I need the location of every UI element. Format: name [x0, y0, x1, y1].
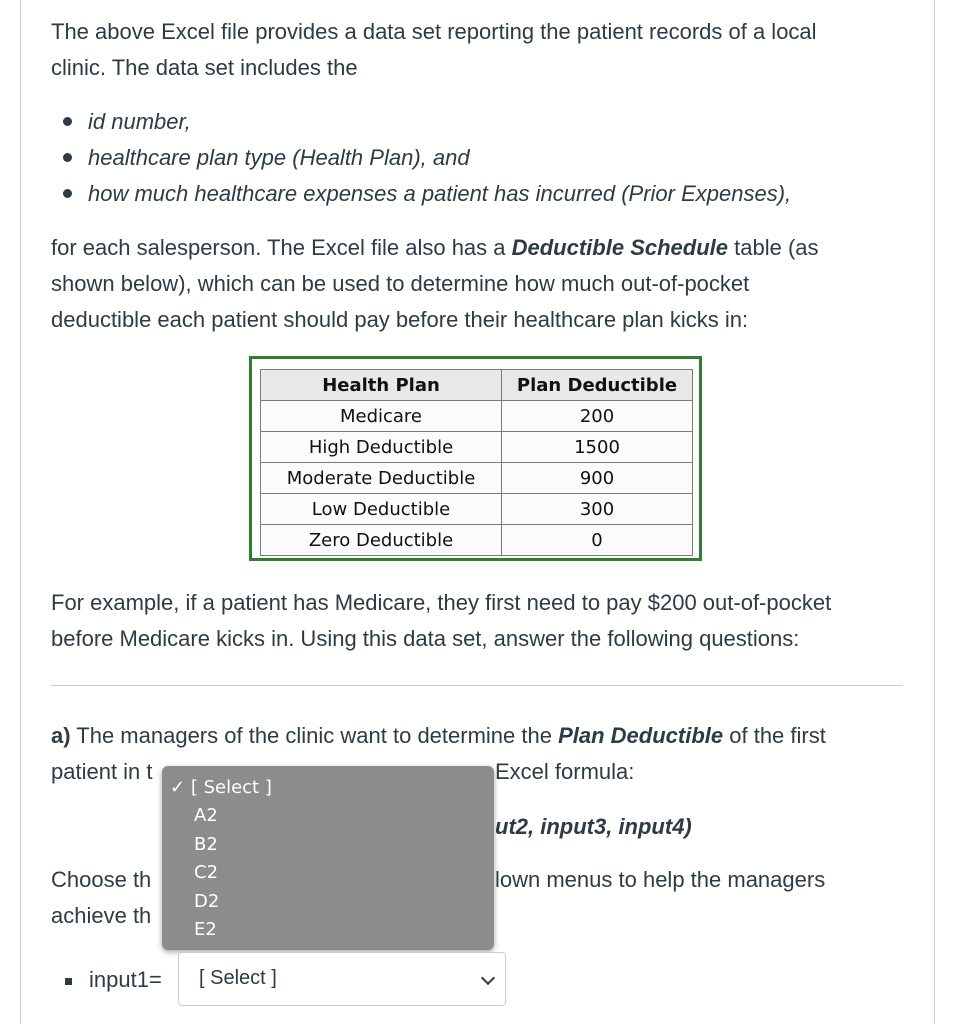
checkmark-icon: ✓ [170, 777, 186, 798]
input1-label: input1= [89, 967, 162, 992]
list-item: how much healthcare expenses a patient has incurred (Prior Expenses), [60, 176, 791, 212]
input1-select[interactable] [178, 952, 506, 1006]
dropdown-option[interactable] [170, 777, 272, 799]
schedule-text: table (as [728, 235, 819, 260]
table-row [261, 401, 693, 432]
header-health-plan: Health Plan [261, 370, 502, 401]
intro-paragraph [51, 14, 911, 86]
example-line-2: before Medicare kicks in. Using this data set, answer the following questions: [51, 626, 800, 651]
input1-dropdown-menu[interactable] [162, 766, 494, 950]
schedule-paragraph [51, 230, 911, 338]
table-row [261, 525, 693, 556]
dropdown-option[interactable]: E2 [194, 919, 217, 940]
table-header-row [261, 370, 693, 401]
schedule-text: for each salesperson. The Excel file also has a [51, 235, 512, 260]
chevron-down-icon [481, 971, 495, 985]
choose-line-2-left: achieve th [51, 903, 152, 928]
input1-selected-value: [ Select ] [199, 967, 277, 989]
list-item: healthcare plan type (Health Plan), and [60, 140, 791, 176]
question-label: a) [51, 723, 71, 748]
question-text: The managers of the clinic want to determine the [70, 723, 559, 748]
deductible-table-image [249, 356, 702, 561]
data-fields-list [60, 104, 791, 212]
example-line-1: For example, if a patient has Medicare, they first need to pay $200 out-of-pocket [51, 590, 832, 615]
choose-line-1-right: lown menus to help the managers [495, 867, 826, 892]
table-row [261, 463, 693, 494]
intro-line-2: clinic. The data set includes the [51, 55, 358, 80]
dropdown-option[interactable]: B2 [194, 834, 218, 855]
question-a-line-1 [51, 718, 911, 754]
cell-plan: Moderate Deductible [261, 463, 502, 494]
cell-plan: Medicare [261, 401, 502, 432]
table-row [261, 432, 693, 463]
dropdown-option[interactable]: C2 [194, 862, 219, 883]
section-divider [51, 685, 903, 686]
deductible-schedule-term: Deductible Schedule [511, 235, 729, 260]
bullet-square [65, 978, 72, 985]
cell-plan: Zero Deductible [261, 525, 502, 556]
cell-plan: High Deductible [261, 432, 502, 463]
list-item: id number, [60, 104, 791, 140]
cell-deductible: 0 [502, 525, 693, 556]
question-text: of the first [723, 723, 826, 748]
cell-plan: Low Deductible [261, 494, 502, 525]
dropdown-option[interactable]: A2 [194, 805, 218, 826]
table-row [261, 494, 693, 525]
question-a-line-2-right: Excel formula: [495, 759, 635, 784]
plan-deductible-term: Plan Deductible [558, 723, 724, 748]
cell-deductible: 1500 [502, 432, 693, 463]
header-plan-deductible: Plan Deductible [502, 370, 693, 401]
dropdown-option[interactable]: D2 [194, 891, 220, 912]
deductible-table [260, 369, 693, 556]
question-a-line-2-left: patient in t [51, 759, 153, 784]
option-label: [ Select ] [190, 777, 272, 798]
example-paragraph [51, 585, 911, 657]
cell-deductible: 300 [502, 494, 693, 525]
intro-line-1: The above Excel file provides a data set reporting the patient records of a local [51, 19, 817, 44]
cell-deductible: 900 [502, 463, 693, 494]
schedule-text: shown below), which can be used to determine how much out-of-pocket [51, 271, 750, 296]
schedule-text: deductible each patient should pay before their healthcare plan kicks in: [51, 307, 749, 332]
formula-text: ut2, input3, input4) [495, 814, 692, 839]
cell-deductible: 200 [502, 401, 693, 432]
choose-line-1-left: Choose th [51, 867, 152, 892]
